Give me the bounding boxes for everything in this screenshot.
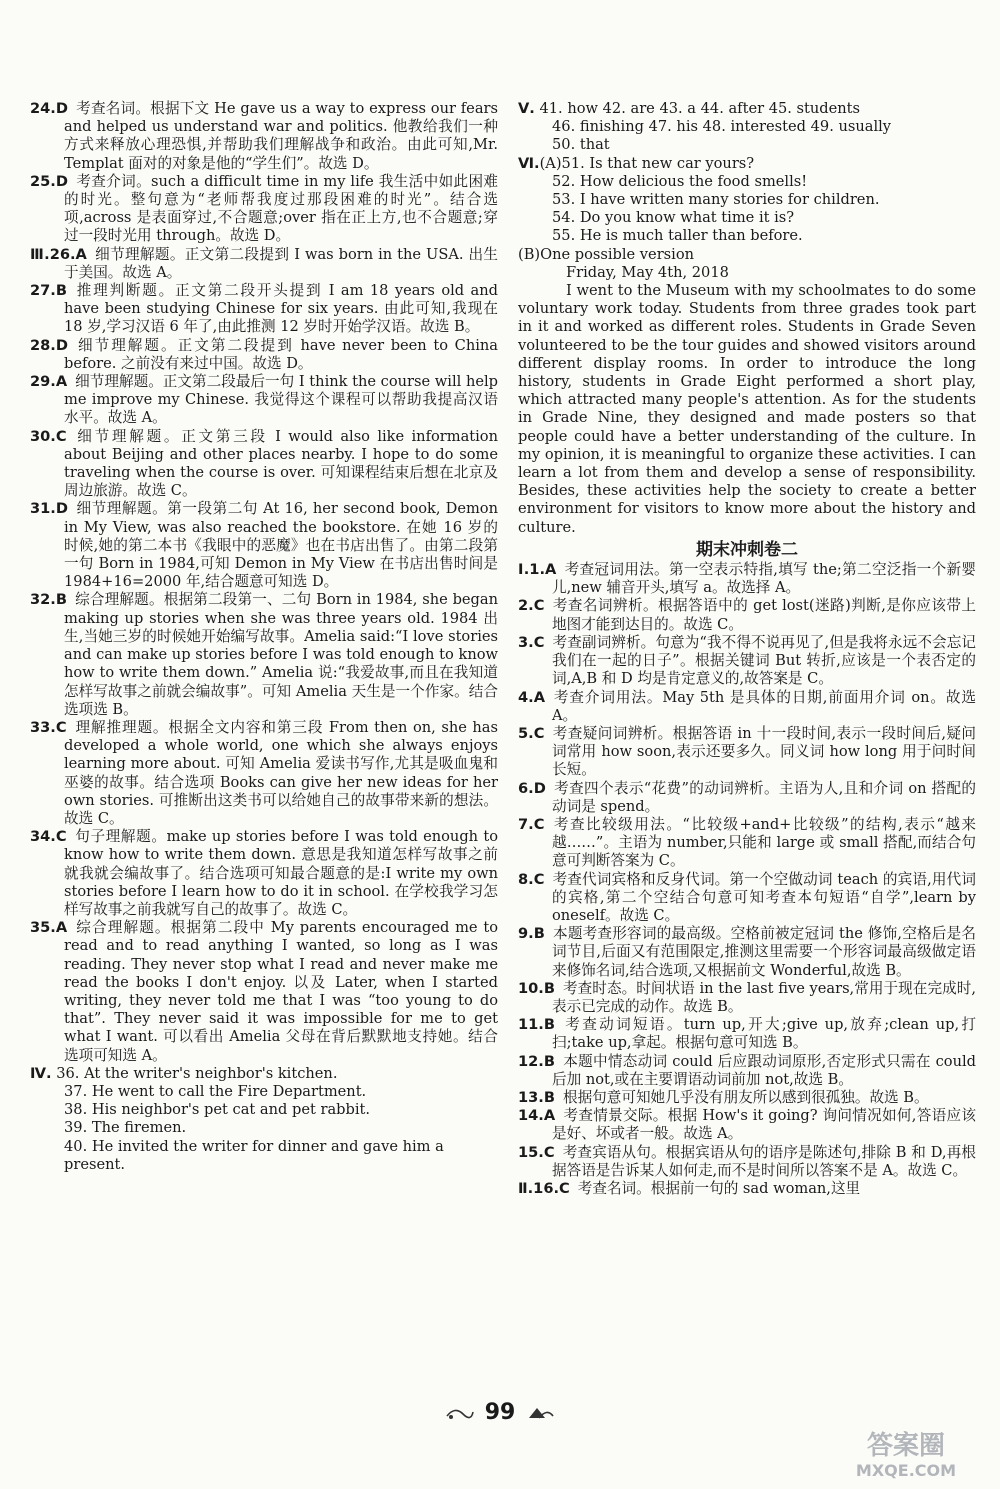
answer-letter: C: [533, 724, 545, 742]
answer-letter: C: [559, 1179, 570, 1197]
answer-item: [518, 816, 976, 871]
answer-36: 36. At the writer's neighbor's kitchen.: [56, 1064, 338, 1082]
section-v-answers-2: 46. finishing 47. his 48. interested 49. usually: [552, 118, 892, 136]
answer-55: 55. He is much taller than before.: [552, 227, 803, 245]
answer-53: 53. I have written many stories for children.: [552, 191, 880, 209]
question-number: 33.: [30, 718, 56, 736]
question-number: 16.: [533, 1179, 560, 1197]
essay-date: Friday, May 4th, 2018: [566, 263, 729, 281]
section-title: 期末冲刺卷二: [696, 539, 798, 560]
answer-52: 52. How delicious the food smells!: [552, 172, 808, 190]
answer-item: [518, 980, 976, 1016]
section-v-line-1: [518, 100, 976, 118]
explanation-text: 考查名词辨析。根据答语中的 get lost(迷路)判断,是你应该带上地图才能到达目的。故选 C。: [552, 597, 976, 633]
answer-item: [30, 246, 498, 282]
question-number: 31.: [30, 500, 56, 518]
answer-letter: A: [75, 245, 87, 263]
answer-37: 37. He went to call the Fire Department.: [64, 1082, 367, 1100]
explanation-text: 考查情景交际。根据 How's it going? 询问情况如何,答语应该是好、坏或者一般。故选 A。: [552, 1107, 976, 1143]
explanation-text: 综合理解题。根据第二段中 My parents encouraged me to read and to read anything I wanted, so long as I was reading. They never stop what I read and never make me read the books I don't enjoy. 以及 Later, when I started writing, they never told me that I was “too young to do that”. They never said it was impossible for me to get what I want. 可以看出 Amelia 父母在背后默默地支持她。结合选项可知选 A。: [64, 919, 498, 1064]
answer-letter: A: [533, 688, 545, 706]
explanation-text: 考查代词宾格和反身代词。第一个空做动词 teach 的宾语,用代词的宾格,第二个空结合句意可知考查本句短语“自学”,learn by oneself。故选 C。: [552, 870, 976, 924]
essay-body: I went to the Museum with my schoolmates to do some voluntary work today. Students from three grades took part in it and worked as different roles. Students in Grade Seven volunteered to be the tour guides and showed visitors around different display rooms. In order to introduce the long history, students in Grade Eight performed a short play, which attracted many people's attention. As for the students in Grade Nine, they designed and made posters so that people could have a better understanding of the culture. In my opinion, it is meaningful to organize these activities. I can learn a lot from them and develop a sense of responsibility. Besides, these activities help the society to create a better environment for visitors to know more about the history and culture.: [518, 282, 976, 536]
answer-item: [518, 1180, 976, 1198]
answer-letter: B: [543, 979, 555, 997]
explanation-text: 细节理解题。正文第二段最后一句 I think the course will help me improve my Chinese. 我觉得这个课程可以帮助我提高汉语水平。故选 A。: [64, 373, 498, 427]
section-vi-a-label: (A): [539, 154, 562, 172]
answer-letter: A: [545, 561, 557, 579]
section-vi-line-1: [518, 155, 976, 173]
explanation-text: 推理判断题。正文第二段开头提到 I am 18 years old and have been studying Chinese for six years. 由此可知,我现在 18 岁,学习汉语 6 年了,由此推测 12 岁时开始学汉语。故选 B。: [64, 282, 498, 336]
ornament-right-icon: [525, 1402, 555, 1422]
answer-item: [518, 561, 976, 597]
answer-letter: D: [55, 500, 68, 518]
answer-39: 39. The firemen.: [64, 1119, 187, 1137]
section-label: Ⅰ.: [518, 561, 530, 579]
answer-item: [30, 100, 498, 173]
explanation-text: 考查名词。根据下文 He gave us a way to express our fears and helped us understand war and politics. 他教给我们一种方式来释放心理恐惧,并帮助我们理解战争和政治。由此可知,Mr. Templat 面对的对象是他的“学生们”。故选 D。: [64, 100, 498, 172]
section-vi: [518, 155, 976, 537]
explanation-text: 理解推理题。根据全文内容和第三段 From then on, she has developed a whole world, one which she always enjoys learning more about. 可知 Amelia 爱读书写作,尤其是吸血鬼和巫婆的故事。结合选项 Books can give her new ideas for her own stories. 可推断出这类书可以给她自己的故事带来新的想法。故选 C。: [64, 718, 498, 827]
answer-item: [30, 500, 498, 591]
question-number: 7.: [518, 815, 534, 833]
question-number: 26.: [49, 245, 76, 263]
answer-letter: C: [55, 828, 67, 846]
section-v-answers-3: 50. that: [552, 136, 610, 154]
explanation-text: 考查动词短语。turn up,开大;give up,放弃;clean up,打扫;take up,拿起。根据句意可知选 B。: [552, 1016, 976, 1052]
answer-letter: C: [543, 1143, 555, 1161]
explanation-text: 本题中情态动词 could 后应跟动词原形,否定形式只需在 could 后加 not,或在主要谓语动词前加 not,故选 B。: [552, 1052, 976, 1088]
explanation-text: 考查副词辨析。句意为“我不得不说再见了,但是我将永远不会忘记我们在一起的日子”。根据关键词 But 转折,应该是一个表否定的词,A,B 和 D 均是肯定意义的,故答案是 C。: [552, 633, 976, 688]
answer-item: [30, 173, 498, 246]
explanation-text: 句子理解题。make up stories before I was told enough to know how to write them down. 意思是我知道怎样写故事之前就我就会编故事了。结合选项可知最合题意的是:I write my own stories before I learn how to do it in school. 在学校我学习怎样写故事之前我就写自己的故事了。故选 C。: [64, 828, 498, 918]
section-v-answers-1: 41. how 42. are 43. a 44. after 45. students: [539, 100, 861, 117]
question-number: 8.: [518, 870, 534, 888]
explanation-text: 细节理解题。正文第二段提到 I was born in the USA. 出生于美国。故选 A。: [64, 245, 498, 281]
explanation-text: 根据句意可知她几乎没有朋友所以感到很孤独。故选 B。: [562, 1088, 929, 1106]
explanation-text: 考查时态。时间状语 in the last five years,常用于现在完成时,表示已完成的动作。故选 B。: [552, 979, 976, 1015]
question-number: 30.: [30, 427, 56, 445]
answer-item: [518, 1144, 976, 1180]
explanation-text: 考查介词。such a difficult time in my life 我生活中如此困难的时光。整句意为“老师帮我度过那段困难的时光”。结合选项,across 是表面穿过,不合题意;over 指在正上方,也不合题意;穿过一段时光用 through。故选 D。: [64, 172, 498, 245]
question-number: 6.: [518, 779, 534, 797]
section-v-label: Ⅴ.: [518, 100, 535, 117]
answer-item: [518, 1107, 976, 1143]
section-label: Ⅱ.: [518, 1179, 534, 1197]
question-number: 35.: [30, 919, 56, 937]
answer-item: [518, 1089, 976, 1107]
answer-item: [30, 428, 498, 501]
explanation-text: 考查冠词用法。第一空表示特指,填写 the;第二空泛指一个新婴儿,new 辅音开头,填写 a。故选择 A。: [552, 561, 976, 597]
answer-item: [518, 1016, 976, 1052]
explanation-text: 细节理解题。第一段第二句 At 16, her second book, Demon in My View, was also reached the bookstore. 在她 16 岁的时候,她的第二本书《我眼中的恶魔》也在书店出售了。由第二段第一句 Born in 1984,可知 Demon in My View 在书店出售时间是 1984+16=2000 年,结合题意可知选 D。: [64, 500, 498, 591]
answer-item: [518, 1053, 976, 1089]
left-column: [30, 100, 498, 1174]
answer-item: [30, 282, 498, 337]
answer-letter: D: [55, 172, 68, 190]
answer-letter: C: [55, 427, 67, 445]
right-answer-list: [518, 561, 976, 1198]
answer-item: [30, 337, 498, 373]
explanation-text: 考查疑问词辨析。根据答语 in 十一段时间,表示一段时间后,疑问词常用 how soon,表示还要多久。同义词 how long 用于问时间长短。: [552, 724, 976, 779]
question-number: 28.: [30, 336, 56, 354]
explanation-text: 考查名词。根据前一句的 sad woman,这里: [577, 1179, 861, 1197]
answer-item: [30, 719, 498, 828]
page-number: 99: [484, 1399, 516, 1425]
question-number: 4.: [518, 688, 534, 706]
answer-letter: D: [533, 779, 546, 797]
answer-item: [518, 689, 976, 725]
answer-38: 38. His neighbor's pet cat and pet rabbit.: [64, 1101, 371, 1119]
answer-letter: B: [55, 282, 67, 300]
svg-text:MXQE.COM: MXQE.COM: [855, 1461, 957, 1480]
answer-40: 40. He invited the writer for dinner and gave him a present.: [64, 1137, 444, 1173]
question-number: 9.: [518, 925, 534, 943]
answer-54: 54. Do you know what time it is?: [552, 209, 795, 227]
answer-letter: B: [55, 591, 67, 609]
explanation-text: 考查介词用法。May 5th 是具体的日期,前面用介词 on。故选 A。: [552, 688, 976, 724]
question-number: 10.: [518, 979, 544, 997]
question-number: 1.: [529, 561, 545, 579]
answer-item: [30, 373, 498, 428]
answer-letter: A: [543, 1107, 556, 1125]
answer-letter: A: [55, 373, 68, 391]
question-number: 11.: [518, 1016, 544, 1034]
left-answer-list: [30, 100, 498, 1065]
right-column: [518, 100, 976, 1198]
explanation-text: 考查比较级用法。“比较级+and+比较级”的结构,表示“越来越……”。主语为 number,只能和 large 或 small 搭配,而结合句意可判断答案为 C。: [552, 815, 976, 870]
answer-letter: B: [543, 1016, 555, 1034]
answer-letter: C: [533, 870, 545, 888]
section-iv-label: Ⅳ.: [30, 1064, 52, 1082]
answer-item: [30, 828, 498, 919]
answer-letter: C: [533, 597, 545, 615]
question-number: 34.: [30, 828, 56, 846]
question-number: 13.: [518, 1088, 544, 1106]
answer-letter: C: [533, 815, 545, 833]
question-number: 12.: [518, 1052, 544, 1070]
question-number: 3.: [518, 633, 534, 651]
section-vi-label: Ⅵ.: [518, 154, 540, 172]
explanation-text: 综合理解题。根据第二段第一、二句 Born in 1984, she began making up stories when she was three years old. 1984 出生,当她三岁的时候她开始编写故事。Amelia said:“I love stories and can make up stories before I was told enough to know how to write them down.” Amelia 说:“我爱故事,而且在我知道怎样写故事之前就会编故事”。可知 Amelia 天生是一个作家。结合选项选 B。: [64, 591, 498, 718]
section-iv: [30, 1065, 498, 1174]
answer-item: [30, 591, 498, 718]
answer-item: [518, 634, 976, 689]
answer-letter: D: [55, 336, 68, 354]
answer-item: [518, 780, 976, 816]
question-number: 5.: [518, 724, 534, 742]
question-number: 25.: [30, 172, 56, 190]
explanation-text: 细节理解题。正文第三段 I would also like information about Beijing and other places nearby. I hope to do some traveling when the course is over. 可知课程结束后想在北京及周边旅游。故选 C。: [64, 427, 498, 500]
answer-letter: B: [533, 925, 545, 943]
watermark-logo-icon: [826, 1424, 986, 1482]
answer-51: 51. Is that new car yours?: [561, 154, 755, 172]
answer-item: [30, 919, 498, 1065]
answer-item: [518, 725, 976, 780]
answer-letter: A: [55, 919, 68, 937]
question-number: 2.: [518, 597, 534, 615]
question-number: 14.: [518, 1107, 544, 1125]
answer-item: [518, 597, 976, 633]
answer-letter: B: [543, 1088, 555, 1106]
section-v: [518, 100, 976, 155]
section-label: Ⅲ.: [30, 245, 50, 263]
question-number: 24.: [30, 100, 56, 117]
sample-essay: [518, 246, 976, 537]
explanation-text: 考查宾语从句。根据宾语从句的语序是陈述句,排除 B 和 D,再根据答语是告诉某人如何走,而不是时间所以答案不是 A。故选 C。: [552, 1143, 976, 1179]
question-number: 32.: [30, 591, 56, 609]
answer-letter: C: [533, 633, 545, 651]
answer-item: [518, 871, 976, 926]
explanation-text: 细节理解题。正文第二段提到 have never been to China before. 之前没有来过中国。故选 D。: [64, 336, 498, 372]
svg-text:答案圈: 答案圈: [866, 1431, 946, 1461]
section-iv-line: [30, 1065, 498, 1083]
question-number: 15.: [518, 1143, 544, 1161]
explanation-text: 考查四个表示“花费”的动词辨析。主语为人,且和介词 on 搭配的动词是 spend。: [552, 779, 976, 815]
answer-letter: C: [55, 718, 67, 736]
answer-letter: D: [55, 100, 68, 117]
answer-item: [518, 925, 976, 980]
page-footer: [430, 1392, 570, 1432]
question-number: 27.: [30, 282, 56, 300]
ornament-left-icon: [445, 1402, 475, 1422]
question-number: 29.: [30, 373, 56, 391]
essay-version-label: (B)One possible version: [518, 245, 695, 263]
answer-letter: B: [543, 1052, 555, 1070]
explanation-text: 本题考查形容词的最高级。空格前被定冠词 the 修饰,空格后是名词节目,后面又有范围限定,推测这里需要一个形容词最高级做定语来修饰名词,结合选项,又根据前文 Wonderful,故选 B。: [552, 925, 976, 979]
